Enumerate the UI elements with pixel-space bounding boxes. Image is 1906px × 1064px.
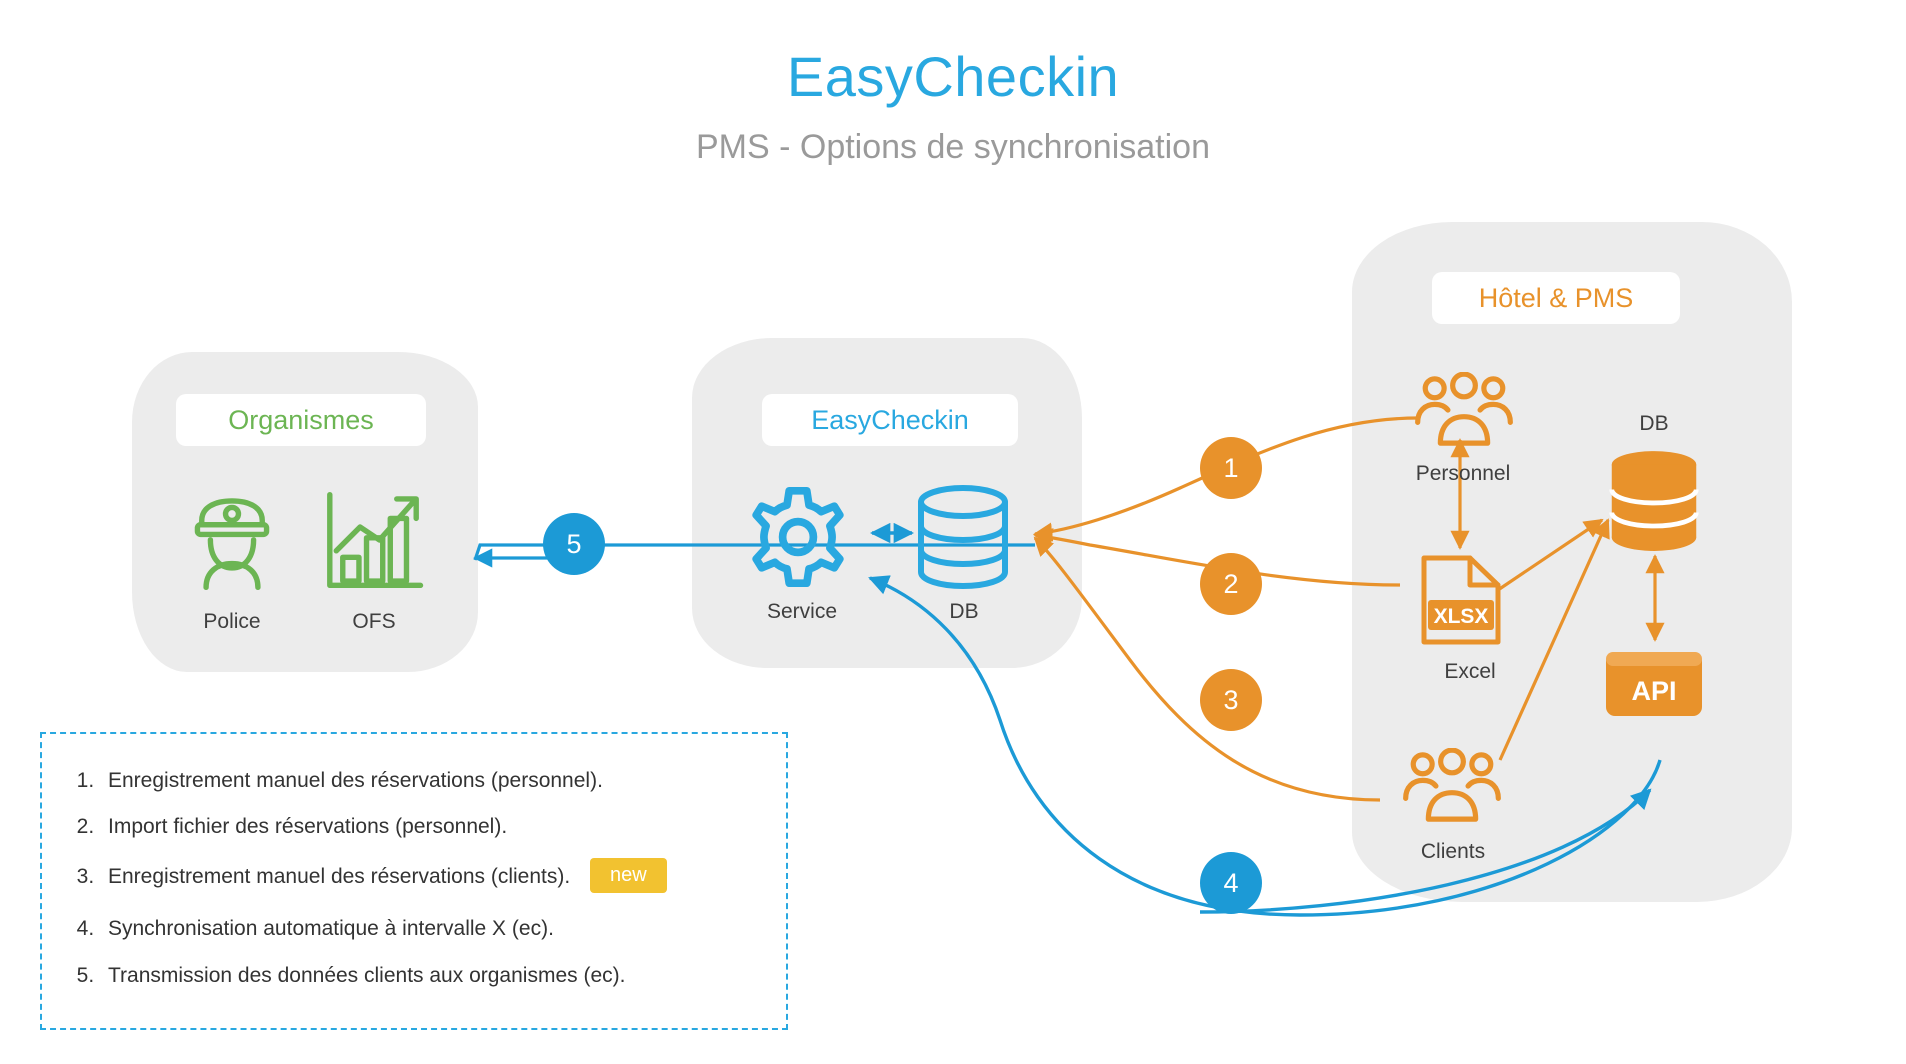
- service-gear-icon: [742, 482, 854, 597]
- personnel-icon: [1412, 372, 1516, 455]
- svg-text:XLSX: XLSX: [1433, 605, 1489, 628]
- step-circle-2[interactable]: 2: [1200, 553, 1262, 615]
- step-circle-3[interactable]: 3: [1200, 669, 1262, 731]
- legend-item-1-text: Enregistrement manuel des réservations (personnel).: [108, 769, 603, 792]
- label-ofs: OFS: [352, 610, 396, 633]
- page-subtitle: PMS - Options de synchronisation: [695, 128, 1211, 166]
- label-hotel-db: DB: [1639, 412, 1669, 435]
- label-personnel: Personnel: [1415, 462, 1511, 485]
- new-badge: new: [590, 858, 667, 893]
- legend-item-1: [100, 768, 786, 793]
- easycheckin-db-icon: [912, 482, 1014, 597]
- page-title: EasyCheckin: [786, 45, 1120, 108]
- legend-item-4-text: Synchronisation automatique à intervalle X (ec).: [108, 917, 554, 941]
- svg-text:API: API: [1631, 676, 1677, 706]
- group-label-organismes: Organismes: [176, 394, 426, 446]
- legend-list: [42, 768, 786, 988]
- label-service: Service: [766, 600, 838, 623]
- step-circle-5[interactable]: 5: [543, 513, 605, 575]
- legend-box: [40, 732, 788, 1030]
- excel-icon: [1418, 552, 1504, 653]
- legend-item-3: [100, 860, 786, 895]
- clients-icon: [1400, 748, 1504, 831]
- step-circle-1[interactable]: 1: [1200, 437, 1262, 499]
- police-icon: [178, 488, 286, 601]
- label-clients: Clients: [1420, 840, 1486, 863]
- legend-item-5-text: Transmission des données clients aux organismes (ec).: [108, 963, 626, 987]
- legend-item-2: [100, 814, 786, 839]
- label-excel: Excel: [1444, 660, 1496, 683]
- label-police: Police: [203, 610, 261, 633]
- hotel-db-icon: [1606, 448, 1702, 561]
- label-easycheckin-db: DB: [949, 600, 979, 623]
- step-circle-4[interactable]: 4: [1200, 852, 1262, 914]
- api-icon: [1604, 648, 1704, 725]
- legend-item-5: [100, 963, 786, 988]
- legend-item-3-text: Enregistrement manuel des réservations (clients).: [108, 865, 571, 889]
- legend-item-2-text: Import fichier des réservations (personnel).: [108, 815, 508, 839]
- group-label-hotel-pms: Hôtel & PMS: [1432, 272, 1680, 324]
- legend-item-4: [100, 916, 786, 941]
- ofs-icon: [318, 486, 428, 599]
- group-label-easycheckin: EasyCheckin: [762, 394, 1018, 446]
